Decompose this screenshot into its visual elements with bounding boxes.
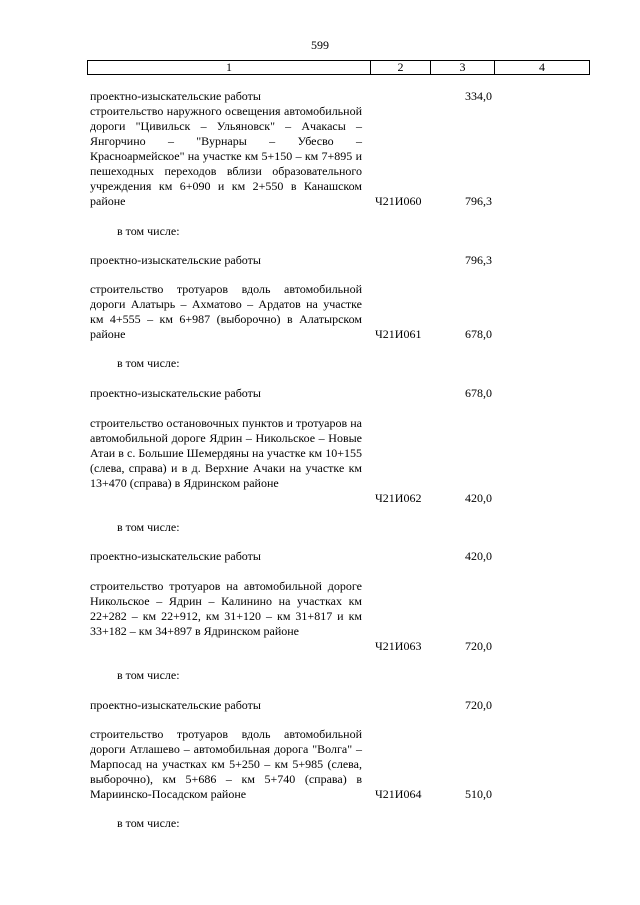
row-amount: 678,0: [465, 327, 492, 341]
row-amount: 796,3: [465, 253, 492, 267]
row-amount: 420,0: [465, 491, 492, 505]
row-description: строительство тротуаров вдоль автомобильной дороги Алатырь – Ахматово – Ардатов на участке км 4+555 – км 6+987 (выборочно) в Алатырском районе: [90, 282, 362, 341]
row-amount: 678,0: [465, 386, 492, 400]
row-description: строительство наружного освещения автомобильной дороги "Цивильск – Ульяновск" – Ачакасы – Янгорчино – "Вурнары – Убесво – Красноармейское" на участке км 5+150 – км 7+895 и пешеходных переходов вблизи образовательного учреждения км 6+090 и км 2+550 в Канашском районе: [90, 104, 362, 208]
row-description: проектно-изыскательские работы: [90, 386, 261, 400]
row-description: проектно-изыскательские работы: [90, 253, 261, 267]
row-including-label: в том числе:: [117, 356, 180, 370]
row-including-label: в том числе:: [117, 520, 180, 534]
row-description: проектно-изыскательские работы: [90, 698, 261, 712]
row-amount: 720,0: [465, 639, 492, 653]
row-description: проектно-изыскательские работы: [90, 89, 261, 103]
row-code: Ч21И061: [375, 327, 422, 341]
row-code: Ч21И062: [375, 491, 422, 505]
row-code: Ч21И064: [375, 787, 422, 801]
row-description: строительство остановочных пунктов и тротуаров на автомобильной дороге Ядрин – Никольское – Новые Атаи в с. Большие Шемердяны на участке км 10+155 (слева, справа) и в д. Верхние Ачаки на участке км 13+470 (справа) в Ядринском районе: [90, 416, 362, 490]
row-description: строительство тротуаров на автомобильной дороге Никольское – Ядрин – Калинино на участках км 22+282 – км 22+912, км 31+120 – км 31+817 и км 33+182 – км 34+897 в Ядринском районе: [90, 579, 362, 638]
header-col-4: 4: [539, 60, 545, 74]
row-amount: 510,0: [465, 787, 492, 801]
row-description: проектно-изыскательские работы: [90, 549, 261, 563]
row-amount: 796,3: [465, 194, 492, 208]
row-including-label: в том числе:: [117, 668, 180, 682]
header-col-3: 3: [431, 61, 495, 74]
row-code: Ч21И060: [375, 194, 422, 208]
page-number: 599: [311, 38, 329, 52]
row-amount: 334,0: [465, 89, 492, 103]
row-description: строительство тротуаров вдоль автомобильной дороги Атлашево – автомобильная дорога "Волга" – Марпосад на участках км 5+250 – км 5+985 (слева, выборочно), км 5+686 – км 5+740 (справа) в Мариинско-Посадском районе: [90, 727, 362, 801]
table-header: [87, 60, 590, 75]
header-col-1: 1: [88, 61, 371, 74]
row-amount: 720,0: [465, 698, 492, 712]
row-including-label: в том числе:: [117, 816, 180, 830]
header-col-2: 2: [371, 61, 431, 74]
row-including-label: в том числе:: [117, 224, 180, 238]
row-amount: 420,0: [465, 549, 492, 563]
row-code: Ч21И063: [375, 639, 422, 653]
